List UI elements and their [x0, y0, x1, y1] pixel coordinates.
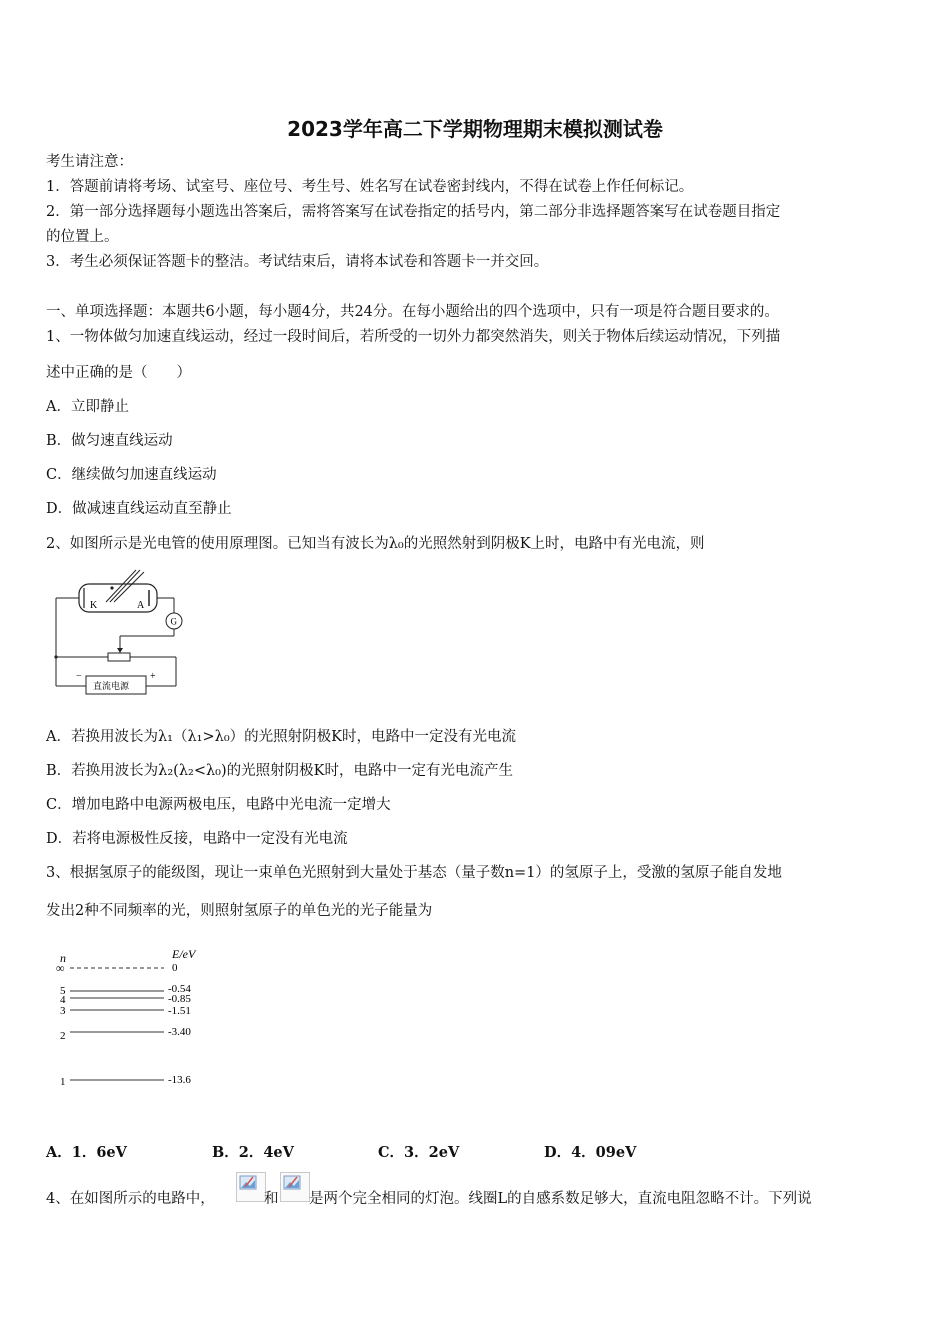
notice-item: 的位置上。: [46, 229, 119, 245]
level-n-label: 3: [60, 1005, 66, 1017]
question-3-stem: 发出2种不同频率的光，则照射氢原子的单色光的光子能量为: [46, 903, 433, 919]
question-1-option-b: B．做匀速直线运动: [46, 433, 173, 449]
question-1-option-a: A．立即静止: [46, 399, 129, 415]
question-4-stem-end: 是两个完全相同的灯泡。线圈L的自感系数足够大，直流电阻忽略不计。下列说: [309, 1191, 812, 1207]
level-n-label: ∞: [56, 961, 65, 975]
question-4-stem-start: 4、在如图所示的电路中，: [46, 1191, 215, 1207]
light-ray: [114, 572, 144, 602]
question-4-connector: 和: [264, 1191, 279, 1207]
level-energy-label: -0.54: [168, 983, 191, 995]
lamp-image-icon: [280, 1172, 310, 1202]
level-energy-label: -13.6: [168, 1074, 191, 1086]
level-energy-label: -1.51: [168, 1005, 191, 1017]
question-3-option-a: A．1．6eV: [46, 1144, 127, 1161]
lamp-image-icon: [236, 1172, 266, 1202]
level-n-label: 2: [60, 1030, 66, 1042]
notice-item: 3．考生必须保证答题卡的整洁。考试结束后，请将本试卷和答题卡一并交回。: [46, 254, 549, 270]
level-energy-label: -3.40: [168, 1026, 191, 1038]
label-g: G: [170, 616, 177, 627]
energy-axis-label: E/eV: [172, 947, 196, 961]
rheostat: [108, 653, 130, 661]
question-1-stem: 1、一物体做匀加速直线运动，经过一段时间后，若所受的一切外力都突然消失，则关于物体后续运动情况，下列描: [46, 329, 781, 345]
phototube-circuit-diagram: [46, 562, 191, 696]
question-1-option-d: D．做减速直线运动直至静止: [46, 501, 232, 517]
question-3-option-d: D．4．09eV: [544, 1144, 637, 1161]
question-1-option-c: C．继续做匀加速直线运动: [46, 467, 217, 483]
label-k: K: [90, 600, 98, 611]
page-title: 2023学年高二下学期物理期末模拟测试卷: [287, 117, 663, 141]
n-axis-label: n: [60, 951, 66, 965]
level-energy-label: 0: [172, 962, 178, 974]
question-3-option-b: B．2．4eV: [212, 1144, 294, 1161]
level-energy-label: -0.85: [168, 993, 191, 1005]
section-heading: 一、单项选择题：本题共6小题，每小题4分，共24分。在每小题给出的四个选项中，只有一项是符合题目要求的。: [46, 304, 779, 320]
label-a: A: [137, 600, 145, 611]
level-n-label: 4: [60, 994, 66, 1006]
light-ray: [110, 570, 140, 602]
question-3-option-c: C．3．2eV: [378, 1144, 460, 1161]
hydrogen-energy-level-diagram: [52, 942, 212, 1092]
question-1-stem: 述中正确的是（ ）: [46, 365, 191, 381]
notice-heading: 考生请注意：: [46, 154, 133, 170]
level-n-label: 1: [60, 1076, 66, 1088]
question-2-option-d: D．若将电源极性反接，电路中一定没有光电流: [46, 831, 348, 847]
notice-item: 1．答题前请将考场、试室号、座位号、考生号、姓名写在试卷密封线内，不得在试卷上作任何标记。: [46, 179, 694, 195]
notice-item: 2．第一部分选择题每小题选出答案后，需将答案写在试卷指定的括号内，第二部分非选择题答案写在试卷题目指定: [46, 204, 781, 220]
question-2-stem: 2、如图所示是光电管的使用原理图。已知当有波长为λ₀的光照然射到阴极K上时，电路中有光电流，则: [46, 536, 705, 552]
question-2-option-b: B．若换用波长为λ₂(λ₂<λ₀)的光照射阴极K时，电路中一定有光电流产生: [46, 763, 513, 779]
level-n-label: 5: [60, 985, 66, 997]
question-2-option-c: C．增加电路中电源两极电压，电路中光电流一定增大: [46, 797, 391, 813]
light-ray: [106, 570, 136, 602]
slider-arrow: [117, 648, 123, 653]
plus-sign: +: [150, 671, 156, 682]
question-2-option-a: A．若换用波长为λ₁（λ₁>λ₀）的光照射阴极K时，电路中一定没有光电流: [46, 729, 516, 745]
power-source-label: 直流电源: [93, 681, 130, 691]
electron-dot: [110, 586, 113, 589]
question-3-stem: 3、根据氢原子的能级图，现让一束单色光照射到大量处于基态（量子数n=1）的氢原子上，受激的氢原子能自发地: [46, 865, 782, 881]
minus-sign: −: [76, 671, 82, 682]
